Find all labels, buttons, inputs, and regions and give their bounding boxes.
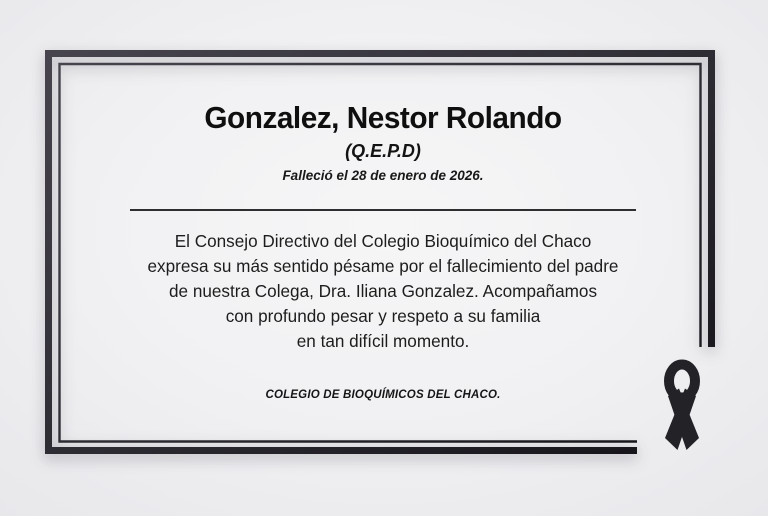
card-content: [66, 0, 700, 516]
ribbon-loop: [669, 365, 695, 398]
message-line: de nuestra Colega, Dra. Iliana Gonzalez. Acompañamos: [168, 281, 598, 301]
divider-line: [130, 209, 636, 211]
deceased-name: Gonzalez, Nestor Rolando: [204, 100, 562, 135]
message-line: El Consejo Directivo del Colegio Bioquímico del Chaco: [174, 231, 592, 251]
message-line: en tan difícil momento.: [296, 331, 470, 351]
condolence-message: [72, 229, 693, 354]
message-line: expresa su más sentido pésame por el fallecimiento del padre: [147, 256, 619, 276]
qepd-label: (Q.E.P.D): [345, 141, 421, 161]
organization-signature: COLEGIO DE BIOQUÍMICOS DEL CHACO.: [265, 389, 501, 401]
mourning-ribbon-icon: [652, 356, 712, 460]
death-date: Falleció el 28 de enero de 2026.: [282, 168, 484, 183]
message-line: con profundo pesar y respeto a su familia: [225, 306, 541, 326]
